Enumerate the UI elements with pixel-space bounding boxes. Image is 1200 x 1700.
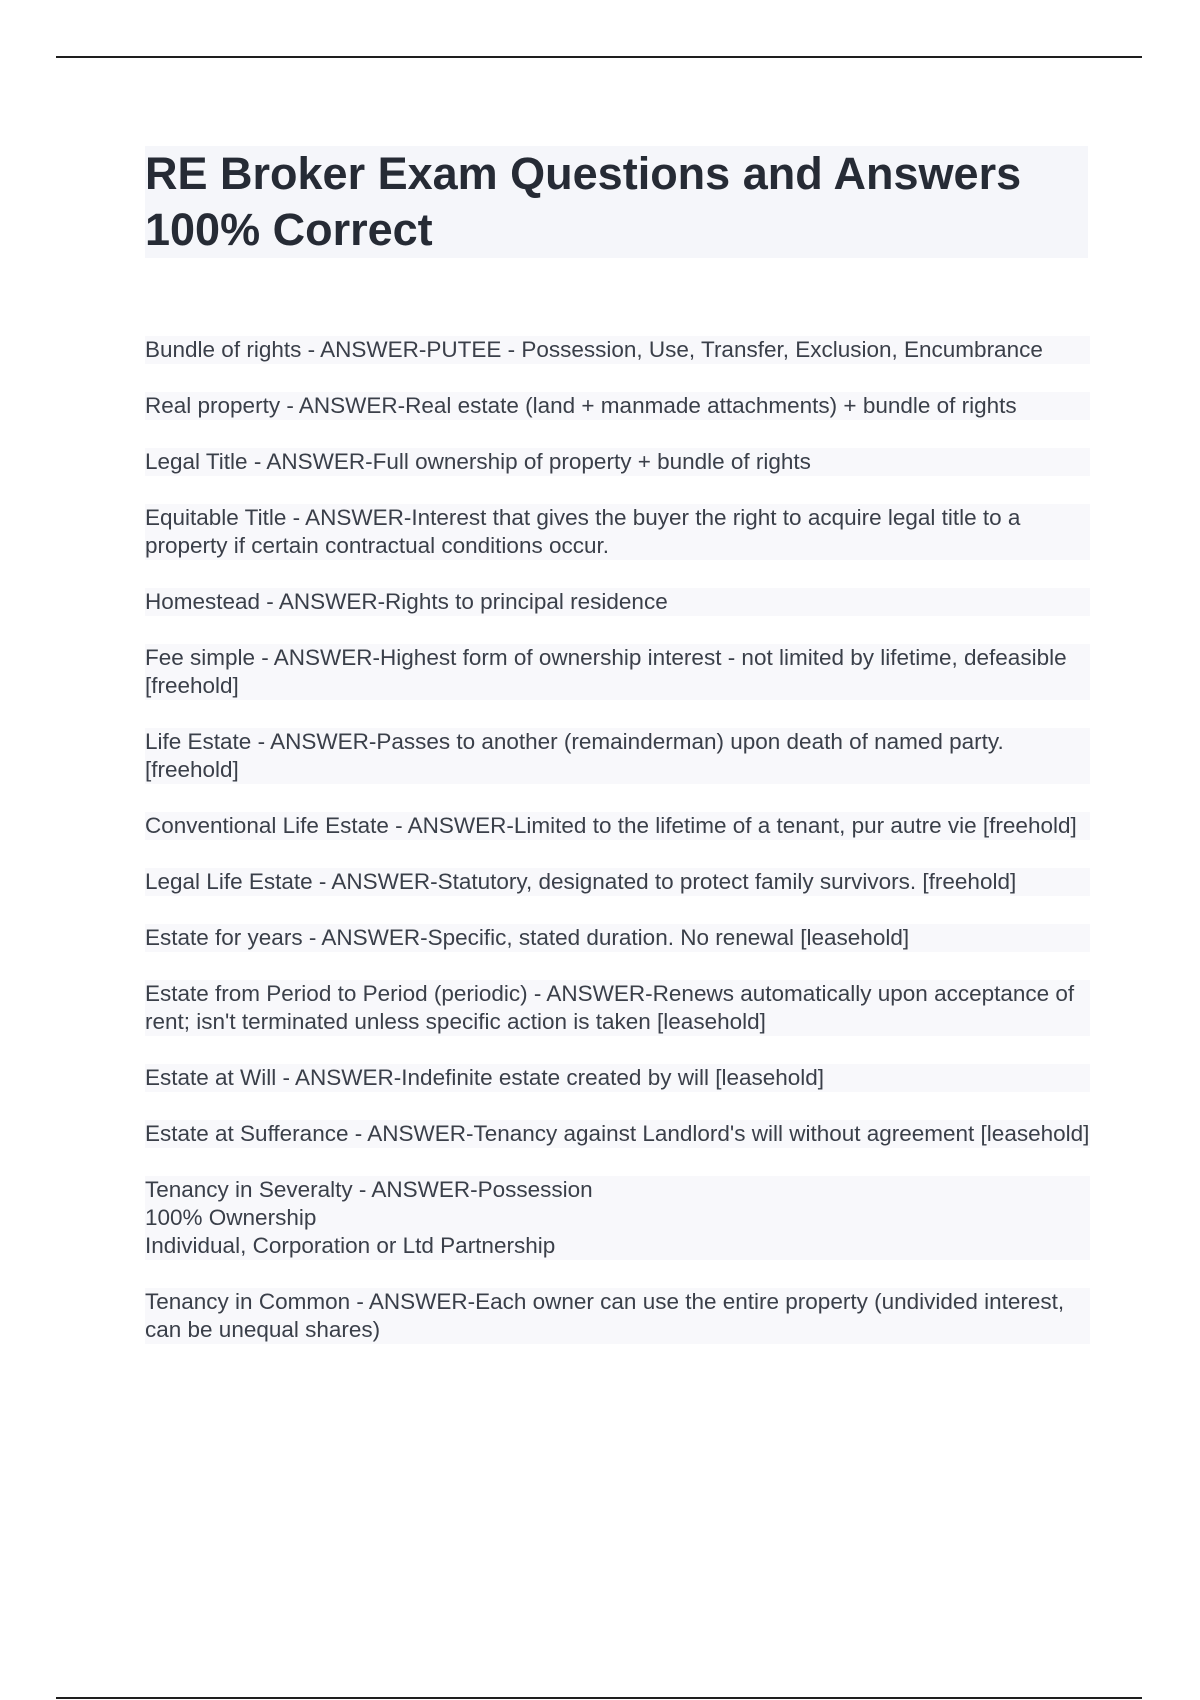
qa-item: Fee simple - ANSWER-Highest form of ownership interest - not limited by lifetime, defeasible [freehold] (145, 644, 1090, 700)
top-divider (56, 56, 1142, 58)
qa-item: Estate at Will - ANSWER-Indefinite estate created by will [leasehold] (145, 1064, 1090, 1092)
qa-list (145, 336, 1090, 1372)
qa-item: Estate from Period to Period (periodic) - ANSWER-Renews automatically upon acceptance of rent; isn't terminated unless specific action is taken [leasehold] (145, 980, 1090, 1036)
qa-item: Tenancy in Common - ANSWER-Each owner can use the entire property (undivided interest, can be unequal shares) (145, 1288, 1090, 1344)
title-block (145, 146, 1088, 258)
qa-item: Equitable Title - ANSWER-Interest that gives the buyer the right to acquire legal title to a property if certain contractual conditions occur. (145, 504, 1090, 560)
qa-item: Bundle of rights - ANSWER-PUTEE - Possession, Use, Transfer, Exclusion, Encumbrance (145, 336, 1090, 364)
qa-item: Real property - ANSWER-Real estate (land + manmade attachments) + bundle of rights (145, 392, 1090, 420)
qa-item: Homestead - ANSWER-Rights to principal residence (145, 588, 1090, 616)
qa-item: Legal Life Estate - ANSWER-Statutory, designated to protect family survivors. [freehold] (145, 868, 1090, 896)
qa-item: Life Estate - ANSWER-Passes to another (remainderman) upon death of named party. [freehold] (145, 728, 1090, 784)
qa-item: Estate at Sufferance - ANSWER-Tenancy against Landlord's will without agreement [leasehold] (145, 1121, 1090, 1146)
qa-item: Tenancy in Severalty - ANSWER-Possession 100% Ownership Individual, Corporation or Ltd Partnership (145, 1176, 1090, 1260)
qa-item: Conventional Life Estate - ANSWER-Limited to the lifetime of a tenant, pur autre vie [freehold] (145, 812, 1090, 840)
bottom-divider (56, 1697, 1142, 1699)
qa-item: Legal Title - ANSWER-Full ownership of property + bundle of rights (145, 448, 1090, 476)
page-title: RE Broker Exam Questions and Answers 100% Correct (145, 148, 1022, 255)
qa-item: Estate for years - ANSWER-Specific, stated duration. No renewal [leasehold] (145, 924, 1090, 952)
